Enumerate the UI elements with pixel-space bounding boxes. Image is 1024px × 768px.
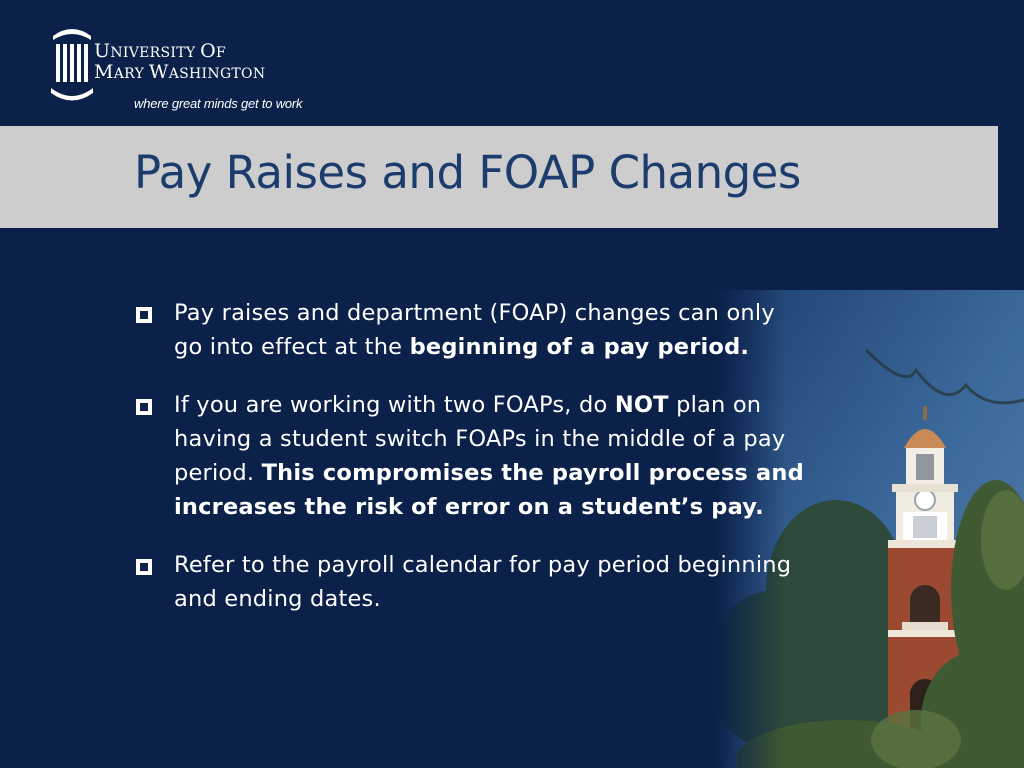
logo-line-2: MARY WASHINGTON bbox=[94, 61, 266, 83]
bullet-item bbox=[134, 388, 804, 524]
columns-portico-icon bbox=[50, 24, 94, 102]
bullet-item bbox=[134, 548, 804, 616]
bullet-text: Refer to the payroll calendar for pay period beginning and ending dates. bbox=[174, 552, 792, 612]
title-band bbox=[0, 126, 998, 228]
bullet-bold-text: NOT bbox=[614, 392, 669, 418]
square-bullet-icon bbox=[136, 307, 152, 323]
logo-line-1: UNIVERSITY OF bbox=[94, 40, 227, 62]
bullet-text: plan on having a student switch FOAPs in the middle of a pay period. bbox=[174, 392, 786, 486]
square-bullet-icon bbox=[136, 399, 152, 415]
bullet-list bbox=[134, 296, 804, 616]
university-logo bbox=[50, 24, 350, 124]
bullet-text: Pay raises and department (FOAP) changes can only go into effect at the bbox=[174, 300, 775, 360]
bullet-bold-text: This compromises the payroll process and increases the risk of error on a student’s pay. bbox=[174, 460, 804, 520]
square-bullet-icon bbox=[136, 559, 152, 575]
slide-title: Pay Raises and FOAP Changes bbox=[134, 146, 801, 199]
bullet-item bbox=[134, 296, 804, 364]
logo-tagline: where great minds get to work bbox=[134, 96, 303, 111]
logo-wordmark bbox=[94, 42, 265, 82]
bullet-text: If you are working with two FOAPs, do bbox=[174, 392, 615, 418]
bullet-bold-text: beginning of a pay period. bbox=[409, 334, 750, 360]
